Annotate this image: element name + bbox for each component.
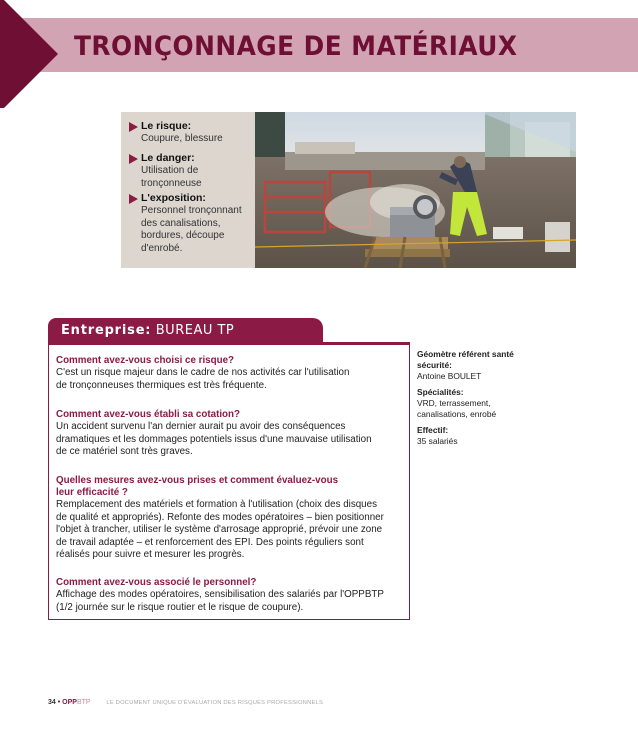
page-number: 34 [48, 699, 56, 706]
interview-box [48, 342, 410, 620]
risk-text: Coupure, blessure [141, 133, 223, 144]
answer-line: de travail adaptée – et renforcement des EPI. Des points réguliers sont [56, 536, 364, 548]
answer-line: (1/2 journée sur le risque routier et le risque de coupure). [56, 601, 304, 613]
danger-text-line: Utilisation de [141, 165, 199, 176]
qa-item [56, 409, 406, 459]
staff-label: Effectif: [417, 425, 449, 435]
arrow-bullet-icon [129, 154, 138, 164]
exposure-text-line: Personnel tronçonnant [141, 205, 242, 216]
exposure-text-line: des canalisations, [141, 217, 221, 229]
answer-line: de qualité et appropriés). Refonte des modes opératoires – bien positionner [56, 511, 384, 523]
sidebar-specialties [417, 387, 557, 420]
risk-label: Le risque: [141, 120, 192, 132]
staff-value: 35 salariés [417, 436, 458, 446]
question-line: Quelles mesures avez-vous prises et comment évaluez-vous [56, 475, 339, 486]
qa-item [56, 355, 406, 392]
exposure-text-line: bordures, découpe [141, 230, 225, 241]
brand-name: OPP [62, 699, 77, 706]
answer-line: C'est un risque majeur dans le cadre de nos activités car l'utilisation [56, 367, 350, 378]
arrow-bullet-icon [129, 194, 138, 204]
answer-line: de tronçonneuses thermiques est très fréquente. [56, 379, 267, 391]
question-line: Comment avez-vous choisi ce risque? [56, 355, 235, 366]
role-label: sécurité: [417, 360, 452, 370]
answer-line: Affichage des modes opératoires, sensibilisation des salariés par l'OPPBTP [56, 589, 384, 600]
danger-label: Le danger: [141, 152, 195, 164]
document-title: LE DOCUMENT UNIQUE D'ÉVALUATION DES RISQUES PROFESSIONNELS [106, 700, 324, 706]
brand-name-suffix: BTP [76, 699, 91, 706]
sidebar-staff [417, 425, 557, 447]
exposure-block [129, 192, 242, 255]
arrow-bullet-icon [129, 122, 138, 132]
answer-line: dramatiques et les dommages potentiels issus d'une mauvaise utilisation [56, 433, 372, 445]
worksite-photo [255, 112, 576, 268]
answer-line: de ce matériel sont très graves. [56, 446, 193, 457]
page-footer [48, 699, 323, 706]
answer-line: réalisés pour suivre et mesurer les progrès. [56, 549, 245, 560]
specialties-label: Spécialités: [417, 387, 464, 397]
enterprise-name: BUREAU TP [155, 323, 235, 338]
footer-separator: • [57, 699, 61, 706]
qa-item [56, 475, 406, 562]
danger-block [129, 152, 202, 190]
qa-item [56, 577, 406, 614]
question-line: leur efficacité ? [56, 487, 128, 498]
sidebar-role [417, 349, 557, 382]
answer-line: l'objet à trancher, utiliser le système d'arrosage approprié, prévoir une zone [56, 524, 383, 535]
danger-text-line: tronçonneuse [141, 177, 202, 189]
risk-block [129, 120, 223, 146]
question-line: Comment avez-vous associé le personnel? [56, 577, 257, 588]
specialties-value: canalisations, enrobé [417, 409, 497, 419]
specialties-value: VRD, terrassement, [417, 398, 491, 408]
header-chevron [0, 0, 60, 108]
answer-line: Remplacement des matériels et formation à l'utilisation (choix des disques [56, 499, 377, 510]
answer-line: Un accident survenu l'an dernier aurait pu avoir des conséquences [56, 421, 346, 432]
exposure-text-line: d'enrobé. [141, 242, 183, 254]
risk-info-box [121, 112, 255, 268]
enterprise-tab [48, 318, 323, 342]
enterprise-label: Entreprise: [61, 323, 152, 338]
role-value: Antoine BOULET [417, 371, 482, 381]
role-label: Géomètre référent santé [417, 349, 514, 359]
question-line: Comment avez-vous établi sa cotation? [56, 409, 241, 420]
exposure-label: L'exposition: [141, 192, 206, 204]
page-title: TRONÇONNAGE DE MATÉRIAUX [74, 31, 518, 62]
